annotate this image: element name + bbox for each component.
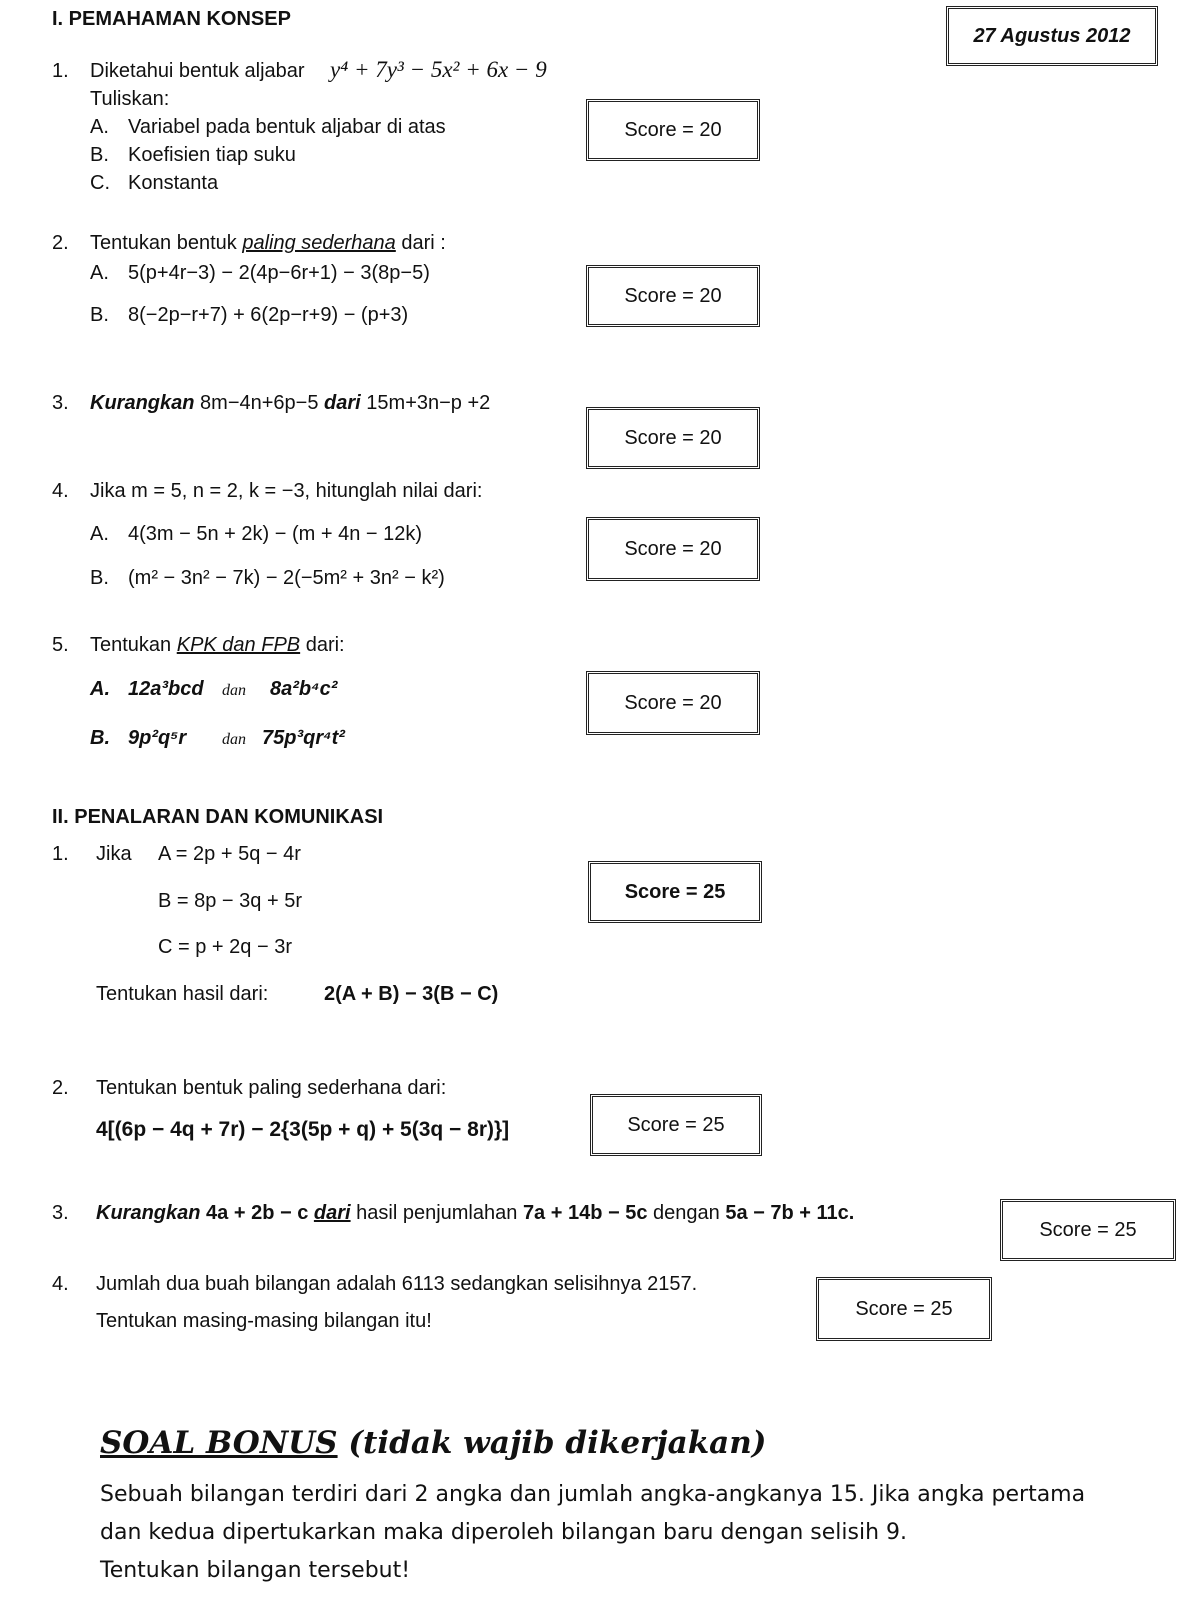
s1-q2-item-b-text: 8(−2p−r+7) + 6(2p−r+9) − (p+3) xyxy=(128,304,409,326)
s1-q3-word-dari: dari xyxy=(324,392,361,414)
s1-q5-item-b-connector: dan xyxy=(222,731,246,748)
s2-q1-jika: Jika xyxy=(96,843,132,865)
s2-q3-word-kurangkan: Kurangkan xyxy=(96,1202,201,1224)
s1-q3-score: Score = 20 xyxy=(624,426,722,449)
s1-q4-number: 4. xyxy=(52,480,69,502)
s1-q1-score: Score = 20 xyxy=(624,118,722,141)
s1-q5-text-before: Tentukan xyxy=(90,634,172,656)
date-box xyxy=(946,6,1158,66)
s2-q2-score: Score = 25 xyxy=(627,1113,725,1136)
s1-q4-score-box xyxy=(586,517,760,581)
s2-q4-score-box xyxy=(816,1277,992,1341)
s1-q4-item-b-label: B. xyxy=(90,567,109,589)
date-text: 27 Agustus 2012 xyxy=(973,24,1131,47)
s1-q2-score-box xyxy=(586,265,760,327)
s2-q4-line1: Jumlah dua buah bilangan adalah 6113 sedangkan selisihnya 2157. xyxy=(96,1273,698,1295)
s1-q4-item-a-text: 4(3m − 5n + 2k) − (m + 4n − 12k) xyxy=(128,523,423,545)
s1-q1-item-a-label: A. xyxy=(90,116,109,138)
s2-q4-score: Score = 25 xyxy=(855,1297,953,1320)
s2-q3-score: Score = 25 xyxy=(1039,1218,1137,1241)
s2-q3-expr1: 4a + 2b − c xyxy=(206,1202,309,1224)
s2-q1-line-b: B = 8p − 3q + 5r xyxy=(158,890,302,912)
s1-q3-text xyxy=(90,392,490,415)
s2-q1-expression: 2(A + B) − 3(B − C) xyxy=(324,983,499,1005)
s1-q4-score: Score = 20 xyxy=(624,537,722,560)
s1-q5-score: Score = 20 xyxy=(624,691,722,714)
bonus-title xyxy=(100,1425,766,1461)
s2-q2-expression: 4[(6p − 4q + 7r) − 2{3(5p + q) + 5(3q − 8r)}] xyxy=(96,1118,510,1141)
s1-q2-text-before: Tentukan bentuk xyxy=(90,232,237,254)
s1-q3-expr2: 15m+3n−p +2 xyxy=(366,392,491,414)
s1-q5-item-b-label: B. xyxy=(90,727,110,749)
s1-q2-number: 2. xyxy=(52,232,69,254)
s1-q2-text-emphasis: paling sederhana xyxy=(242,232,396,254)
s2-q3-text xyxy=(96,1202,854,1225)
s1-q5-item-a-connector: dan xyxy=(222,682,246,699)
s2-q3-mid: hasil penjumlahan xyxy=(356,1202,518,1224)
s2-q4-line2: Tentukan masing-masing bilangan itu! xyxy=(96,1310,432,1332)
s1-q5-item-a-left: 12a³bcd xyxy=(128,678,204,700)
s1-q2-item-a-label: A. xyxy=(90,262,109,284)
s2-q4-number: 4. xyxy=(52,1273,69,1295)
s1-q2-text xyxy=(90,232,446,255)
s2-q3-number: 3. xyxy=(52,1202,69,1224)
s1-q1-item-b-label: B. xyxy=(90,144,109,166)
s1-q1-item-c-label: C. xyxy=(90,172,110,194)
s1-q1-item-b-text: Koefisien tiap suku xyxy=(128,144,296,166)
s1-q4-item-b-text: (m² − 3n² − 7k) − 2(−5m² + 3n² − k²) xyxy=(128,567,445,589)
s2-q3-word-dari: dari xyxy=(313,1202,351,1224)
s1-q3-score-box xyxy=(586,407,760,469)
s1-q1-score-box xyxy=(586,99,760,161)
s1-q3-expr1: 8m−4n+6p−5 xyxy=(200,392,319,414)
s2-q3-expr2: 7a + 14b − 5c xyxy=(522,1202,648,1224)
s2-q3-conj: dengan xyxy=(653,1202,720,1224)
s1-q2-score: Score = 20 xyxy=(624,284,722,307)
section-1-title: I. PEMAHAMAN KONSEP xyxy=(52,8,291,30)
s2-q1-score: Score = 25 xyxy=(624,880,726,903)
s1-q1-item-c-text: Konstanta xyxy=(128,172,219,194)
s2-q1-line-a: A = 2p + 5q − 4r xyxy=(158,843,301,865)
s1-q5-text-emphasis: KPK dan FPB xyxy=(176,634,301,656)
s2-q1-prompt: Tentukan hasil dari: xyxy=(96,983,269,1005)
s1-q5-item-b-right: 75p³qr⁴t² xyxy=(262,727,345,749)
s2-q3-expr3: 5a − 7b + 11c. xyxy=(725,1202,855,1224)
s1-q4-item-a-label: A. xyxy=(90,523,109,545)
s2-q3-score-box xyxy=(1000,1199,1176,1261)
s2-q2-text: Tentukan bentuk paling sederhana dari: xyxy=(96,1077,447,1099)
s2-q1-number: 1. xyxy=(52,843,69,865)
s1-q5-item-b-left: 9p²q⁵r xyxy=(128,727,187,749)
s1-q1-text: Diketahui bentuk aljabar xyxy=(90,60,305,82)
s2-q1-line-c: C = p + 2q − 3r xyxy=(158,936,292,958)
s1-q1-number: 1. xyxy=(52,60,69,82)
s1-q5-number: 5. xyxy=(52,634,69,656)
s1-q2-text-after: dari : xyxy=(401,232,446,254)
bonus-line-3: Tentukan bilangan tersebut! xyxy=(100,1558,411,1583)
s1-q1-item-a-text: Variabel pada bentuk aljabar di atas xyxy=(128,116,446,138)
bonus-title-main: SOAL BONUS xyxy=(100,1425,338,1461)
s1-q4-text: Jika m = 5, n = 2, k = −3, hitunglah nilai dari: xyxy=(90,480,483,502)
s1-q5-text xyxy=(90,634,345,657)
s1-q5-item-a-right: 8a²b⁴c² xyxy=(270,678,338,700)
s2-q2-score-box xyxy=(590,1094,762,1156)
s1-q2-item-b-label: B. xyxy=(90,304,109,326)
s1-q3-number: 3. xyxy=(52,392,69,414)
s1-q5-item-a-label: A. xyxy=(90,678,110,700)
s1-q1-intro: Tuliskan: xyxy=(90,88,170,110)
s1-q2-item-a-text: 5(p+4r−3) − 2(4p−6r+1) − 3(8p−5) xyxy=(128,262,430,284)
bonus-line-1: Sebuah bilangan terdiri dari 2 angka dan jumlah angka-angkanya 15. Jika angka pertama xyxy=(100,1482,1086,1507)
s1-q5-text-after: dari: xyxy=(305,634,345,656)
s1-q5-score-box xyxy=(586,671,760,735)
s2-q1-score-box xyxy=(588,861,762,923)
s1-q1-expression: y⁴ + 7y³ − 5x² + 6x − 9 xyxy=(330,57,547,82)
bonus-line-2: dan kedua dipertukarkan maka diperoleh bilangan baru dengan selisih 9. xyxy=(100,1520,907,1545)
s2-q2-number: 2. xyxy=(52,1077,69,1099)
bonus-title-sub: (tidak wajib dikerjakan) xyxy=(348,1425,767,1461)
section-2-title: II. PENALARAN DAN KOMUNIKASI xyxy=(52,806,384,828)
s1-q3-word-kurangkan: Kurangkan xyxy=(90,392,195,414)
